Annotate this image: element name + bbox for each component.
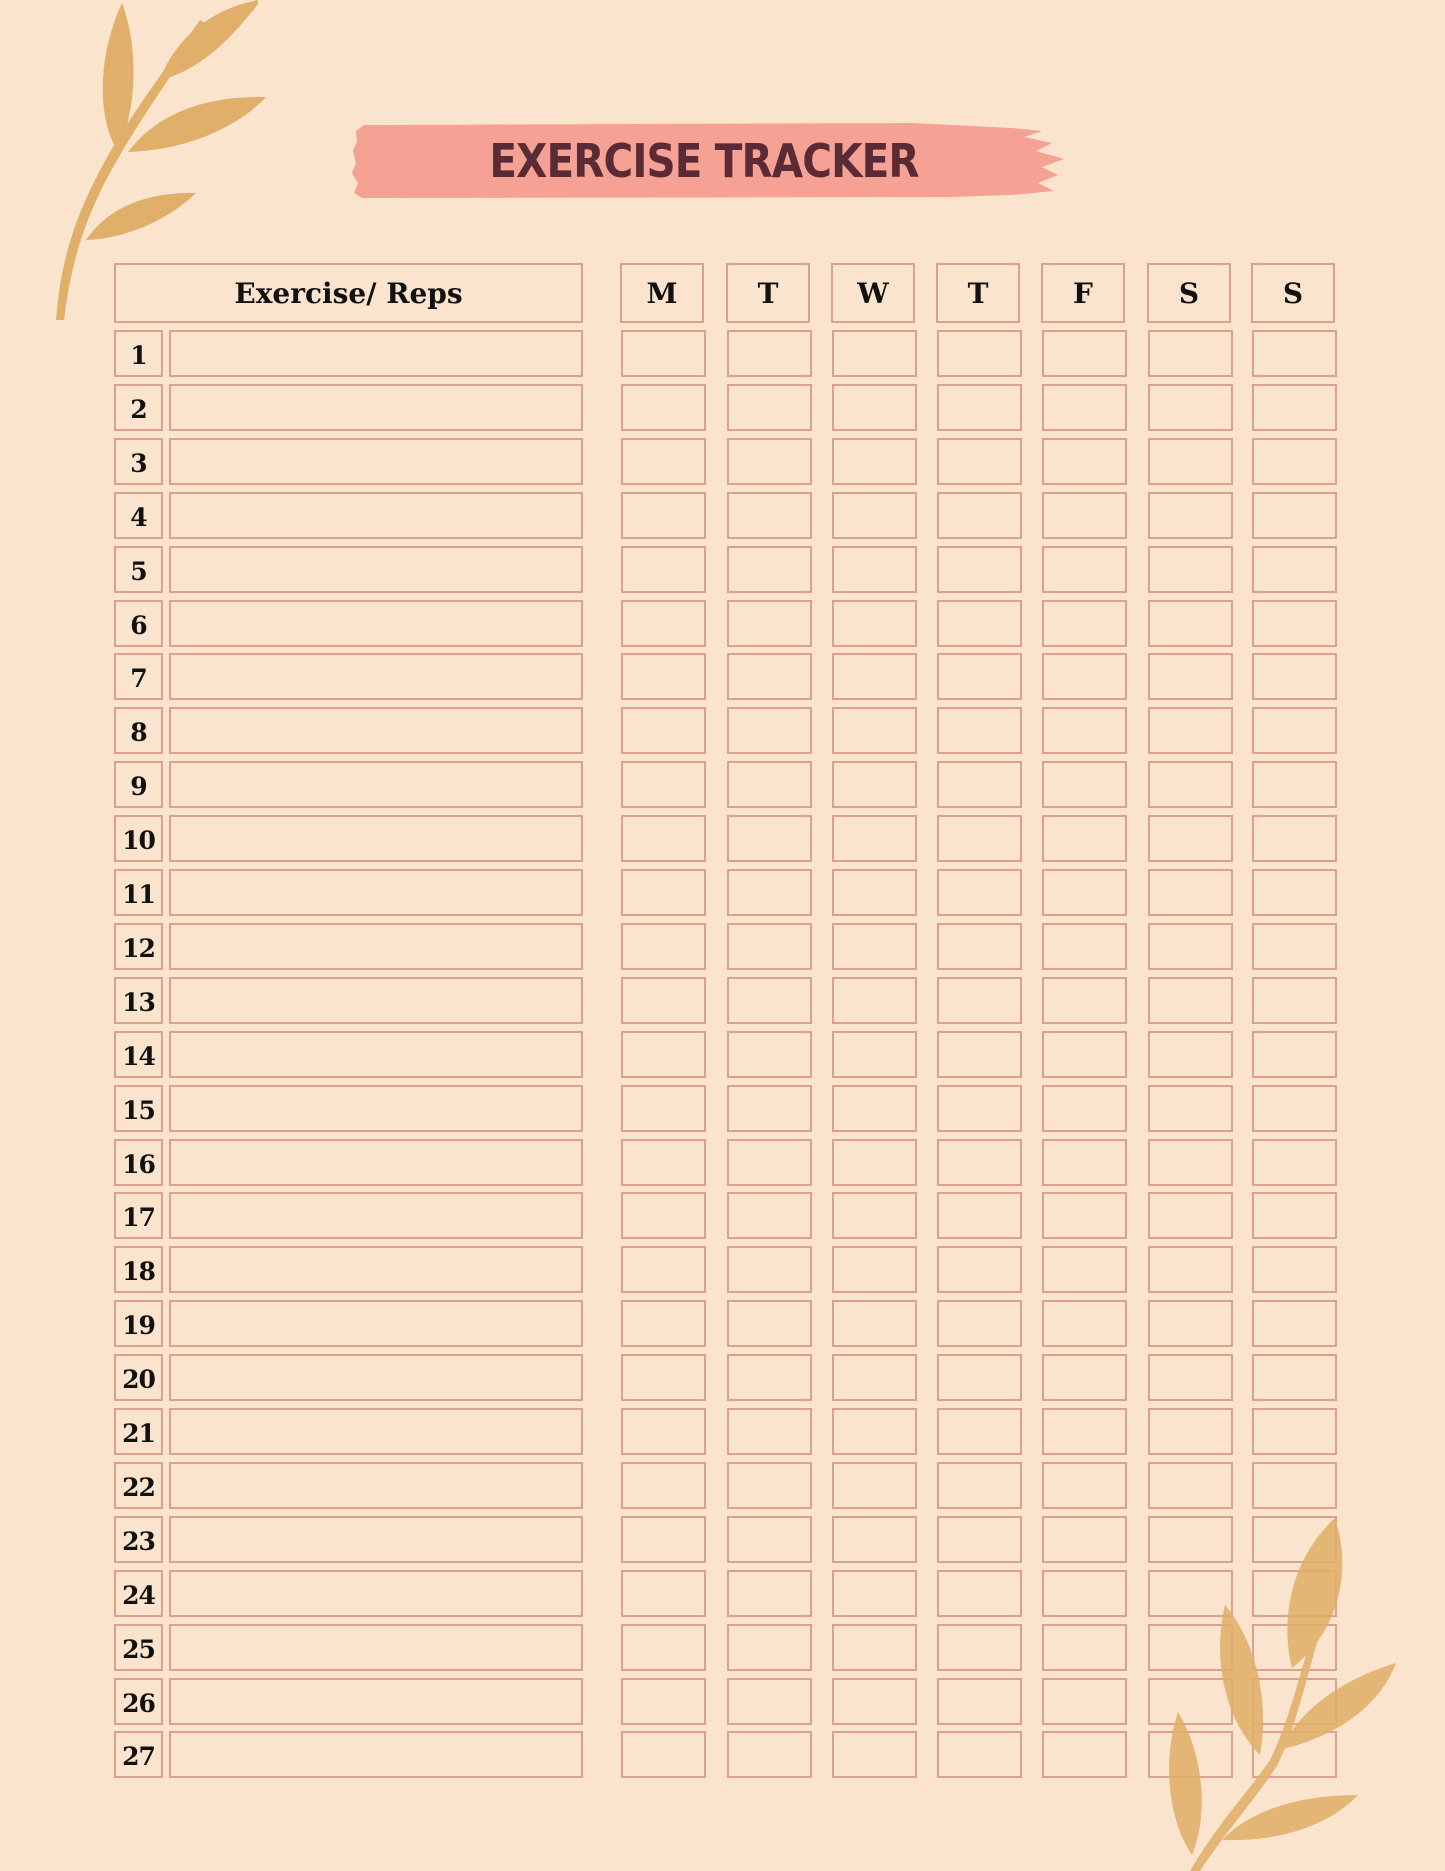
day-checkbox-thursday[interactable] xyxy=(937,869,1022,916)
row-number: 10 xyxy=(114,815,163,862)
day-checkbox-monday[interactable] xyxy=(621,1570,706,1617)
exercise-input[interactable] xyxy=(169,330,583,377)
day-checkbox-wednesday[interactable] xyxy=(832,1570,917,1617)
day-checkbox-tuesday[interactable] xyxy=(727,1462,812,1509)
exercise-input[interactable] xyxy=(169,1516,583,1563)
day-checkbox-monday[interactable] xyxy=(621,707,706,754)
day-checkbox-tuesday[interactable] xyxy=(727,869,812,916)
day-checkbox-thursday[interactable] xyxy=(937,1516,1022,1563)
row-number: 3 xyxy=(114,438,163,485)
day-checkbox-saturday[interactable] xyxy=(1148,1731,1233,1778)
day-checkbox-sunday[interactable] xyxy=(1252,600,1337,647)
day-checkbox-wednesday[interactable] xyxy=(832,1300,917,1347)
day-checkbox-monday[interactable] xyxy=(621,1085,706,1132)
day-checkbox-thursday[interactable] xyxy=(937,1408,1022,1455)
day-checkbox-sunday[interactable] xyxy=(1252,1731,1337,1778)
day-checkbox-thursday[interactable] xyxy=(937,1731,1022,1778)
day-checkbox-monday[interactable] xyxy=(621,761,706,808)
row-number: 9 xyxy=(114,761,163,808)
day-checkbox-monday[interactable] xyxy=(621,923,706,970)
day-checkbox-monday[interactable] xyxy=(621,1731,706,1778)
day-checkbox-sunday[interactable] xyxy=(1252,1570,1337,1617)
day-checkbox-friday[interactable] xyxy=(1042,869,1127,916)
day-checkbox-saturday[interactable] xyxy=(1148,815,1233,862)
day-checkbox-sunday[interactable] xyxy=(1252,1678,1337,1725)
day-checkbox-saturday[interactable] xyxy=(1148,1678,1233,1725)
day-checkbox-friday[interactable] xyxy=(1042,438,1127,485)
exercise-reps-header: Exercise/ Reps xyxy=(114,263,583,323)
day-checkbox-friday[interactable] xyxy=(1042,492,1127,539)
day-checkbox-wednesday[interactable] xyxy=(832,1731,917,1778)
day-checkbox-thursday[interactable] xyxy=(937,438,1022,485)
day-checkbox-tuesday[interactable] xyxy=(727,1031,812,1078)
day-checkbox-sunday[interactable] xyxy=(1252,546,1337,593)
day-checkbox-wednesday[interactable] xyxy=(832,1246,917,1293)
day-checkbox-monday[interactable] xyxy=(621,1246,706,1293)
day-checkbox-tuesday[interactable] xyxy=(727,761,812,808)
day-checkbox-saturday[interactable] xyxy=(1148,869,1233,916)
day-checkbox-friday[interactable] xyxy=(1042,1408,1127,1455)
day-checkbox-tuesday[interactable] xyxy=(727,1085,812,1132)
day-checkbox-wednesday[interactable] xyxy=(832,1031,917,1078)
day-checkbox-saturday[interactable] xyxy=(1148,923,1233,970)
exercise-input[interactable] xyxy=(169,761,583,808)
day-header-saturday: S xyxy=(1147,263,1231,323)
day-checkbox-sunday[interactable] xyxy=(1252,1192,1337,1239)
row-number: 22 xyxy=(114,1462,163,1509)
exercise-input[interactable] xyxy=(169,1085,583,1132)
exercise-input[interactable] xyxy=(169,1678,583,1725)
day-checkbox-tuesday[interactable] xyxy=(727,1731,812,1778)
day-checkbox-tuesday[interactable] xyxy=(727,923,812,970)
exercise-input[interactable] xyxy=(169,869,583,916)
day-checkbox-tuesday[interactable] xyxy=(727,384,812,431)
day-checkbox-thursday[interactable] xyxy=(937,492,1022,539)
day-checkbox-monday[interactable] xyxy=(621,492,706,539)
row-number: 13 xyxy=(114,977,163,1024)
day-checkbox-monday[interactable] xyxy=(621,330,706,377)
row-number: 20 xyxy=(114,1354,163,1401)
day-checkbox-friday[interactable] xyxy=(1042,977,1127,1024)
exercise-input[interactable] xyxy=(169,1462,583,1509)
row-number: 21 xyxy=(114,1408,163,1455)
exercise-input[interactable] xyxy=(169,707,583,754)
day-checkbox-sunday[interactable] xyxy=(1252,492,1337,539)
exercise-input[interactable] xyxy=(169,653,583,700)
exercise-input[interactable] xyxy=(169,1354,583,1401)
day-checkbox-sunday[interactable] xyxy=(1252,653,1337,700)
day-checkbox-tuesday[interactable] xyxy=(727,653,812,700)
exercise-input[interactable] xyxy=(169,1408,583,1455)
row-number: 23 xyxy=(114,1516,163,1563)
day-checkbox-friday[interactable] xyxy=(1042,761,1127,808)
day-checkbox-sunday[interactable] xyxy=(1252,1246,1337,1293)
day-checkbox-wednesday[interactable] xyxy=(832,923,917,970)
day-checkbox-friday[interactable] xyxy=(1042,384,1127,431)
row-number: 5 xyxy=(114,546,163,593)
day-checkbox-monday[interactable] xyxy=(621,1139,706,1186)
row-number: 16 xyxy=(114,1139,163,1186)
day-checkbox-friday[interactable] xyxy=(1042,1085,1127,1132)
exercise-input[interactable] xyxy=(169,1031,583,1078)
day-checkbox-tuesday[interactable] xyxy=(727,977,812,1024)
day-checkbox-sunday[interactable] xyxy=(1252,1516,1337,1563)
day-checkbox-wednesday[interactable] xyxy=(832,653,917,700)
day-checkbox-sunday[interactable] xyxy=(1252,1624,1337,1671)
day-checkbox-tuesday[interactable] xyxy=(727,1192,812,1239)
day-checkbox-friday[interactable] xyxy=(1042,707,1127,754)
day-checkbox-wednesday[interactable] xyxy=(832,869,917,916)
exercise-input[interactable] xyxy=(169,923,583,970)
day-checkbox-wednesday[interactable] xyxy=(832,1192,917,1239)
day-checkbox-wednesday[interactable] xyxy=(832,977,917,1024)
day-checkbox-thursday[interactable] xyxy=(937,707,1022,754)
day-checkbox-sunday[interactable] xyxy=(1252,707,1337,754)
day-checkbox-monday[interactable] xyxy=(621,653,706,700)
day-checkbox-thursday[interactable] xyxy=(937,1300,1022,1347)
day-checkbox-friday[interactable] xyxy=(1042,1246,1127,1293)
day-checkbox-saturday[interactable] xyxy=(1148,1624,1233,1671)
day-checkbox-saturday[interactable] xyxy=(1148,384,1233,431)
exercise-input[interactable] xyxy=(169,438,583,485)
day-checkbox-wednesday[interactable] xyxy=(832,1408,917,1455)
day-checkbox-friday[interactable] xyxy=(1042,653,1127,700)
day-checkbox-saturday[interactable] xyxy=(1148,653,1233,700)
day-checkbox-monday[interactable] xyxy=(621,600,706,647)
day-checkbox-thursday[interactable] xyxy=(937,1570,1022,1617)
day-checkbox-thursday[interactable] xyxy=(937,1678,1022,1725)
day-checkbox-sunday[interactable] xyxy=(1252,923,1337,970)
day-checkbox-saturday[interactable] xyxy=(1148,438,1233,485)
day-checkbox-sunday[interactable] xyxy=(1252,330,1337,377)
row-number: 25 xyxy=(114,1624,163,1671)
exercise-input[interactable] xyxy=(169,1300,583,1347)
row-number: 18 xyxy=(114,1246,163,1293)
day-checkbox-wednesday[interactable] xyxy=(832,438,917,485)
day-checkbox-tuesday[interactable] xyxy=(727,1516,812,1563)
row-number: 17 xyxy=(114,1192,163,1239)
day-header-thursday: T xyxy=(936,263,1020,323)
day-checkbox-thursday[interactable] xyxy=(937,1624,1022,1671)
day-checkbox-sunday[interactable] xyxy=(1252,1085,1337,1132)
day-checkbox-monday[interactable] xyxy=(621,1408,706,1455)
day-checkbox-sunday[interactable] xyxy=(1252,1354,1337,1401)
day-checkbox-monday[interactable] xyxy=(621,438,706,485)
day-checkbox-friday[interactable] xyxy=(1042,923,1127,970)
row-number: 4 xyxy=(114,492,163,539)
day-checkbox-tuesday[interactable] xyxy=(727,1354,812,1401)
exercise-input[interactable] xyxy=(169,1192,583,1239)
exercise-input[interactable] xyxy=(169,492,583,539)
day-header-wednesday: W xyxy=(831,263,915,323)
day-checkbox-wednesday[interactable] xyxy=(832,1462,917,1509)
day-checkbox-saturday[interactable] xyxy=(1148,1192,1233,1239)
day-checkbox-thursday[interactable] xyxy=(937,1246,1022,1293)
day-checkbox-friday[interactable] xyxy=(1042,600,1127,647)
day-checkbox-saturday[interactable] xyxy=(1148,1139,1233,1186)
day-checkbox-sunday[interactable] xyxy=(1252,384,1337,431)
day-checkbox-monday[interactable] xyxy=(621,815,706,862)
row-number: 8 xyxy=(114,707,163,754)
day-checkbox-sunday[interactable] xyxy=(1252,1031,1337,1078)
day-checkbox-tuesday[interactable] xyxy=(727,330,812,377)
day-checkbox-sunday[interactable] xyxy=(1252,977,1337,1024)
exercise-input[interactable] xyxy=(169,546,583,593)
day-checkbox-wednesday[interactable] xyxy=(832,1139,917,1186)
day-checkbox-sunday[interactable] xyxy=(1252,761,1337,808)
day-checkbox-saturday[interactable] xyxy=(1148,1085,1233,1132)
day-checkbox-monday[interactable] xyxy=(621,1192,706,1239)
day-checkbox-saturday[interactable] xyxy=(1148,1300,1233,1347)
row-number: 6 xyxy=(114,600,163,647)
row-number: 11 xyxy=(114,869,163,916)
day-checkbox-friday[interactable] xyxy=(1042,1354,1127,1401)
day-checkbox-friday[interactable] xyxy=(1042,815,1127,862)
day-checkbox-tuesday[interactable] xyxy=(727,1246,812,1293)
day-checkbox-wednesday[interactable] xyxy=(832,815,917,862)
day-checkbox-tuesday[interactable] xyxy=(727,815,812,862)
day-checkbox-tuesday[interactable] xyxy=(727,1570,812,1617)
exercise-input[interactable] xyxy=(169,1570,583,1617)
day-checkbox-friday[interactable] xyxy=(1042,1300,1127,1347)
day-checkbox-friday[interactable] xyxy=(1042,546,1127,593)
day-checkbox-monday[interactable] xyxy=(621,869,706,916)
row-number: 7 xyxy=(114,653,163,700)
day-checkbox-saturday[interactable] xyxy=(1148,492,1233,539)
day-checkbox-saturday[interactable] xyxy=(1148,1408,1233,1455)
day-checkbox-monday[interactable] xyxy=(621,1031,706,1078)
day-checkbox-sunday[interactable] xyxy=(1252,1139,1337,1186)
day-checkbox-saturday[interactable] xyxy=(1148,977,1233,1024)
day-checkbox-wednesday[interactable] xyxy=(832,707,917,754)
day-checkbox-wednesday[interactable] xyxy=(832,546,917,593)
exercise-input[interactable] xyxy=(169,1731,583,1778)
exercise-input[interactable] xyxy=(169,600,583,647)
day-checkbox-friday[interactable] xyxy=(1042,1731,1127,1778)
day-checkbox-wednesday[interactable] xyxy=(832,384,917,431)
day-checkbox-monday[interactable] xyxy=(621,1624,706,1671)
day-header-friday: F xyxy=(1041,263,1125,323)
day-checkbox-tuesday[interactable] xyxy=(727,1139,812,1186)
day-checkbox-saturday[interactable] xyxy=(1148,1570,1233,1617)
row-number: 24 xyxy=(114,1570,163,1617)
day-checkbox-tuesday[interactable] xyxy=(727,1408,812,1455)
day-checkbox-wednesday[interactable] xyxy=(832,761,917,808)
day-checkbox-friday[interactable] xyxy=(1042,1678,1127,1725)
day-checkbox-thursday[interactable] xyxy=(937,761,1022,808)
day-checkbox-tuesday[interactable] xyxy=(727,492,812,539)
day-checkbox-thursday[interactable] xyxy=(937,546,1022,593)
day-checkbox-friday[interactable] xyxy=(1042,330,1127,377)
day-checkbox-monday[interactable] xyxy=(621,1462,706,1509)
day-checkbox-tuesday[interactable] xyxy=(727,1300,812,1347)
day-checkbox-wednesday[interactable] xyxy=(832,492,917,539)
exercise-input[interactable] xyxy=(169,1139,583,1186)
row-number: 26 xyxy=(114,1678,163,1725)
day-checkbox-wednesday[interactable] xyxy=(832,1085,917,1132)
day-checkbox-thursday[interactable] xyxy=(937,1462,1022,1509)
day-checkbox-tuesday[interactable] xyxy=(727,546,812,593)
day-checkbox-thursday[interactable] xyxy=(937,600,1022,647)
day-checkbox-thursday[interactable] xyxy=(937,330,1022,377)
day-header-tuesday: T xyxy=(726,263,810,323)
day-checkbox-friday[interactable] xyxy=(1042,1031,1127,1078)
day-checkbox-tuesday[interactable] xyxy=(727,1624,812,1671)
row-number: 2 xyxy=(114,384,163,431)
row-number: 14 xyxy=(114,1031,163,1078)
day-checkbox-wednesday[interactable] xyxy=(832,1354,917,1401)
day-checkbox-sunday[interactable] xyxy=(1252,1462,1337,1509)
day-checkbox-saturday[interactable] xyxy=(1148,707,1233,754)
row-number: 15 xyxy=(114,1085,163,1132)
day-checkbox-wednesday[interactable] xyxy=(832,1624,917,1671)
day-checkbox-friday[interactable] xyxy=(1042,1570,1127,1617)
day-checkbox-thursday[interactable] xyxy=(937,923,1022,970)
page-title: EXERCISE TRACKER xyxy=(489,133,919,188)
day-checkbox-thursday[interactable] xyxy=(937,977,1022,1024)
day-checkbox-sunday[interactable] xyxy=(1252,815,1337,862)
exercise-input[interactable] xyxy=(169,815,583,862)
day-checkbox-thursday[interactable] xyxy=(937,384,1022,431)
day-header-sunday: S xyxy=(1251,263,1335,323)
day-checkbox-wednesday[interactable] xyxy=(832,330,917,377)
row-number: 27 xyxy=(114,1731,163,1778)
day-checkbox-saturday[interactable] xyxy=(1148,546,1233,593)
row-number: 19 xyxy=(114,1300,163,1347)
day-checkbox-saturday[interactable] xyxy=(1148,1031,1233,1078)
day-checkbox-monday[interactable] xyxy=(621,1300,706,1347)
day-checkbox-friday[interactable] xyxy=(1042,1516,1127,1563)
day-checkbox-monday[interactable] xyxy=(621,1354,706,1401)
day-checkbox-monday[interactable] xyxy=(621,546,706,593)
day-header-monday: M xyxy=(620,263,704,323)
day-checkbox-monday[interactable] xyxy=(621,1678,706,1725)
day-checkbox-monday[interactable] xyxy=(621,977,706,1024)
day-checkbox-wednesday[interactable] xyxy=(832,1516,917,1563)
day-checkbox-friday[interactable] xyxy=(1042,1192,1127,1239)
day-checkbox-thursday[interactable] xyxy=(937,815,1022,862)
day-checkbox-sunday[interactable] xyxy=(1252,1408,1337,1455)
exercise-input[interactable] xyxy=(169,1246,583,1293)
exercise-input[interactable] xyxy=(169,977,583,1024)
day-checkbox-thursday[interactable] xyxy=(937,1085,1022,1132)
day-checkbox-thursday[interactable] xyxy=(937,1192,1022,1239)
day-checkbox-monday[interactable] xyxy=(621,1516,706,1563)
exercise-input[interactable] xyxy=(169,1624,583,1671)
day-checkbox-saturday[interactable] xyxy=(1148,1462,1233,1509)
day-checkbox-thursday[interactable] xyxy=(937,1031,1022,1078)
day-checkbox-friday[interactable] xyxy=(1042,1624,1127,1671)
day-checkbox-friday[interactable] xyxy=(1042,1462,1127,1509)
day-checkbox-sunday[interactable] xyxy=(1252,1300,1337,1347)
day-checkbox-tuesday[interactable] xyxy=(727,600,812,647)
day-checkbox-tuesday[interactable] xyxy=(727,438,812,485)
day-checkbox-tuesday[interactable] xyxy=(727,707,812,754)
day-checkbox-thursday[interactable] xyxy=(937,1139,1022,1186)
day-checkbox-sunday[interactable] xyxy=(1252,869,1337,916)
day-checkbox-tuesday[interactable] xyxy=(727,1678,812,1725)
row-number: 12 xyxy=(114,923,163,970)
day-checkbox-thursday[interactable] xyxy=(937,1354,1022,1401)
day-checkbox-saturday[interactable] xyxy=(1148,1354,1233,1401)
day-checkbox-saturday[interactable] xyxy=(1148,600,1233,647)
day-checkbox-friday[interactable] xyxy=(1042,1139,1127,1186)
day-checkbox-saturday[interactable] xyxy=(1148,330,1233,377)
day-checkbox-saturday[interactable] xyxy=(1148,1516,1233,1563)
exercise-input[interactable] xyxy=(169,384,583,431)
day-checkbox-monday[interactable] xyxy=(621,384,706,431)
day-checkbox-wednesday[interactable] xyxy=(832,1678,917,1725)
day-checkbox-wednesday[interactable] xyxy=(832,600,917,647)
day-checkbox-saturday[interactable] xyxy=(1148,761,1233,808)
day-checkbox-thursday[interactable] xyxy=(937,653,1022,700)
row-number: 1 xyxy=(114,330,163,377)
day-checkbox-sunday[interactable] xyxy=(1252,438,1337,485)
day-checkbox-saturday[interactable] xyxy=(1148,1246,1233,1293)
